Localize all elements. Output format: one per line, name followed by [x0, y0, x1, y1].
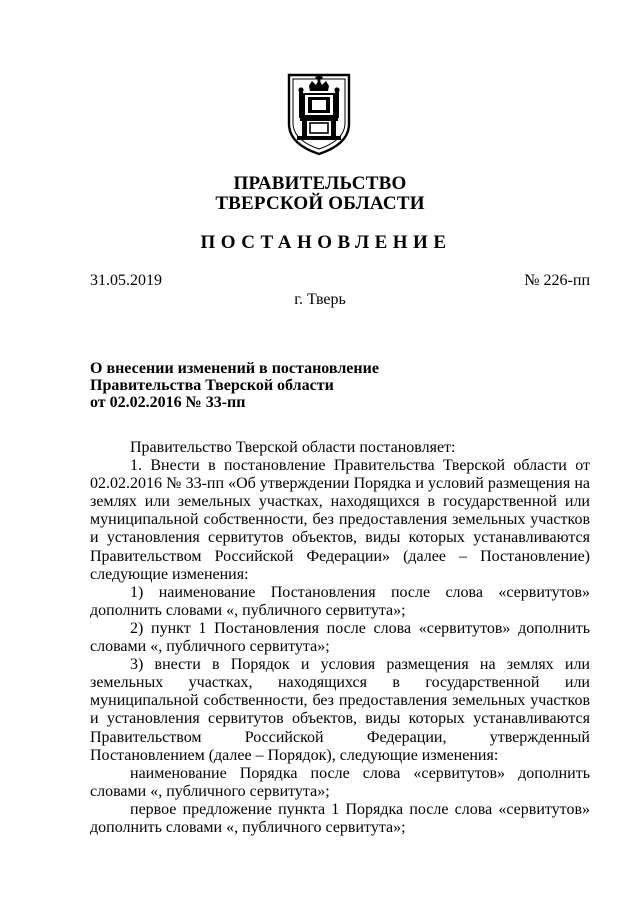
body-paragraph-subitem-3: 3) внести в Порядок и условия размещения на землях или земельных участках, находящихся в государственной или муниципальной собственности, без предоставления земельных участков и установления сервитутов объектов, виды которых устанавливаются Правительством Российской Федерации, утвержденный Постановлением (далее – Порядок), следующие изменения: — [90, 656, 590, 764]
document-body — [90, 439, 590, 837]
tver-coat-of-arms-icon — [286, 72, 352, 156]
body-paragraph-item-1: 1. Внести в постановление Правительства Тверской области от 02.02.2016 № 33-пп «Об утверждении Порядка и условий размещения на землях или земельных участках, находящихся в государственной или муниципальной собственности, без предоставления земельных участков и установления сервитутов объектов, виды которых устанавливаются Правительством Российской Федерации» (далее – Постановление) следующие изменения: — [90, 457, 590, 583]
subject-line1: О внесении изменений в постановление — [90, 360, 379, 377]
body-paragraph-preamble: Правительство Тверской области постановляет: — [130, 439, 456, 456]
body-paragraph-amendment-title: наименование Порядка после слова «сервитутов» дополнить словами «, публичного сервитута»; — [90, 764, 590, 800]
document-city: г. Тверь — [294, 291, 346, 308]
document-date: 31.05.2019 — [90, 272, 162, 289]
subject-line2: Правительства Тверской области — [90, 377, 334, 394]
body-paragraph-subitem-1: 1) наименование Постановления после слова «сервитутов» дополнить словами «, публичного сервитута»; — [90, 583, 590, 619]
document-number: № 226-пп — [524, 272, 590, 289]
body-paragraph-amendment-clause-1: первое предложение пункта 1 Порядка после слова «сервитутов» дополнить словами «, публичного сервитута»; — [90, 800, 590, 836]
document-type-title: ПОСТАНОВЛЕНИЕ — [200, 232, 452, 253]
body-paragraph-subitem-2: 2) пункт 1 Постановления после слова «сервитутов» дополнить словами «, публичного сервитута»; — [90, 619, 590, 656]
government-name-line2: ТВЕРСКОЙ ОБЛАСТИ — [215, 193, 425, 214]
government-name-line1: ПРАВИТЕЛЬСТВО — [233, 173, 407, 194]
subject-line3: от 02.02.2016 № 33-пп — [90, 394, 246, 411]
document-subject — [90, 360, 379, 411]
